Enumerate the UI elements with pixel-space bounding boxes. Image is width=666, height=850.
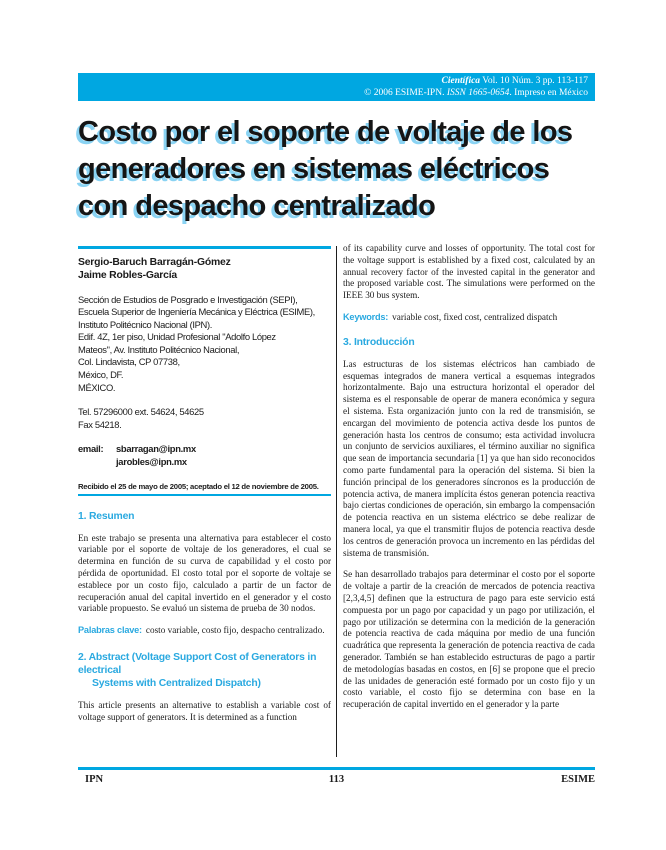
- author-block-rule: [78, 246, 331, 249]
- affiliation-line: Col. Lindavista, CP 07738,: [78, 356, 180, 368]
- article-title: [78, 114, 600, 225]
- affiliation-line: Edif. 4Z, 1er piso, Unidad Profesional "Adolfo López: [78, 331, 276, 343]
- masthead-line-copyright: [78, 87, 588, 99]
- abstract-paragraph-start: This article presents an alternative to establish a variable cost of voltage support of generators. It is determined as a function: [78, 700, 331, 722]
- journal-name: Científica: [441, 76, 481, 86]
- affiliation-line: Mateos", Av. Instituto Politécnico Nacional,: [78, 343, 240, 355]
- author-name: Jaime Robles-García: [78, 269, 178, 281]
- abstract-paragraph-continued: of its capability curve and losses of opportunity. The total cost for the voltage support is established by a fixed cost, calculated by an annual recovery factor of the invested capital in the generator and the proposed variable cost. The simulations were performed on the IEEE 30 bus system.: [343, 243, 595, 301]
- affiliation-line: México, DF.: [78, 369, 124, 381]
- issue-info: Vol. 10 Núm. 3 pp. 113-117: [480, 76, 588, 86]
- email-address: jarobles@ipn.mx: [116, 456, 187, 468]
- keywords-label: Keywords:: [343, 311, 389, 322]
- author-name: Sergio-Baruch Barragán-Gómez: [78, 256, 231, 268]
- email-label: email:: [78, 443, 104, 455]
- palabras-clave-label: Palabras clave:: [78, 625, 142, 636]
- keywords-line: [343, 312, 595, 324]
- copyright-suffix: . Impreso en México: [509, 88, 588, 98]
- palabras-clave-text: costo variable, costo fijo, despacho centralizado.: [145, 625, 325, 636]
- affiliation-line: Sección de Estudios de Posgrado e Investigación (SEPI),: [78, 293, 298, 305]
- abstract-heading-line2: Systems with Centralized Dispatch): [92, 678, 261, 689]
- email-addresses: [116, 443, 196, 468]
- left-column: [78, 246, 331, 758]
- right-column: [343, 243, 595, 761]
- footer-institution-right: ESIME: [561, 774, 595, 785]
- journal-masthead: [78, 73, 595, 101]
- email-address: sbarragan@ipn.mx: [116, 443, 196, 455]
- article-title-line3: con despacho centralizado: [78, 190, 436, 222]
- contact-block: [78, 406, 331, 431]
- footer-institution-left: IPN: [85, 774, 104, 785]
- article-title-line2: generadores en sistemas eléctricos: [78, 153, 550, 185]
- page-footer: [78, 774, 595, 788]
- introduction-paragraph-2: Se han desarrollado trabajos para determinar el costo por el soporte de voltaje a partir de la creación de mercados de potencia reactiva [2,3,4,5] definen que la estructura de pago para este servicio está compuesta por un pago por capacidad y un pago por utilización, el pago por utilización se determina con la medición de la generación de potencia reactiva de cada máquina por medio de una función cuadrática que representa la generación de potencia reactiva de cada generador. También se han establecido estructuras de pago a partir de metodologías basadas en costos, en [6] se propone que el precio de las unidades de generación esté formado por un costo fijo y un costo variable, el costo fijo se determina con base en la recuperación de capital invertido en el generador y la parte: [343, 569, 595, 710]
- telephone-line: Tel. 57296000 ext. 54624, 54625: [78, 406, 204, 418]
- palabras-clave-line: [78, 625, 331, 637]
- affiliation-line: MÉXICO.: [78, 381, 116, 393]
- keywords-text: variable cost, fixed cost, centralized dispatch: [392, 311, 558, 322]
- introduction-paragraph-1: Las estructuras de los sistemas eléctricos han cambiado de esquemas integrados de manera vertical a esquemas integrados horizontalmente. Bajo una estructura horizontal el operador del sistema es el responsable de operar de manera económica y segura el sistema. Esta organización junto con la red de transmisión, se encargan del movimiento de potencia activa desde los puntos de generación hasta los centros de consumo; esta actividad involucra un conjunto de servicios auxiliares, el término auxiliar no significa que sean de importancia secundaria [1] ya que han sido reconocidos como parte fundamental para la operación del sistema. Si bien la función principal de los generadores síncronos es la producción de potencia activa, de manera implícita éstos generan potencia reactiva bajo ciertas condiciones de operación, sin embargo la compensación de potencia reactiva en un sistema eléctrico se debe realizar de manera local, ya que el transmitir flujos de potencia reactiva desde los centros de generación provoca un incremento en las pérdidas del sistema de transmisión.: [343, 358, 595, 558]
- article-title-line1: Costo por el soporte de voltaje de los: [78, 116, 573, 148]
- section-heading-introduccion: 3. Introducción: [343, 336, 415, 348]
- abstract-heading-line1: 2. Abstract (Voltage Support Cost of Generators in electrical: [78, 652, 317, 676]
- email-block: [78, 443, 331, 468]
- page-number: 113: [328, 774, 345, 785]
- section-heading-resumen: 1. Resumen: [78, 510, 135, 522]
- resumen-paragraph: En este trabajo se presenta una alternativa para establecer el costo variable por el soporte de voltaje de los generadores, el cual se determina en función de su curva de capabilidad y el costo por pérdida de oportunidad. El costo total por el soporte de voltaje se establece por un costo fijo, calculado a partir de un factor de recuperación anual del capital invertido en el generador y el costo variable propuesto. Se evaluó un sistema de prueba de 30 nodos.: [78, 532, 331, 614]
- section-heading-abstract: [78, 651, 331, 690]
- masthead-line-issue: [78, 75, 588, 87]
- column-divider: [336, 246, 337, 757]
- affiliation-line: Instituto Politécnico Nacional (IPN).: [78, 318, 212, 330]
- affiliation-block: [78, 294, 331, 395]
- affiliation-line: Escuela Superior de Ingeniería Mecánica y Eléctrica (ESIME),: [78, 306, 315, 318]
- issn: ISSN 1665-0654: [446, 88, 510, 98]
- copyright-prefix: © 2006 ESIME-IPN.: [364, 88, 447, 98]
- received-accepted-note: Recibido el 25 de mayo de 2005; aceptado el 12 de noviembre de 2005.: [78, 482, 331, 496]
- footer-rule: [78, 767, 595, 770]
- fax-line: Fax 54218.: [78, 418, 122, 430]
- author-block: [78, 256, 331, 282]
